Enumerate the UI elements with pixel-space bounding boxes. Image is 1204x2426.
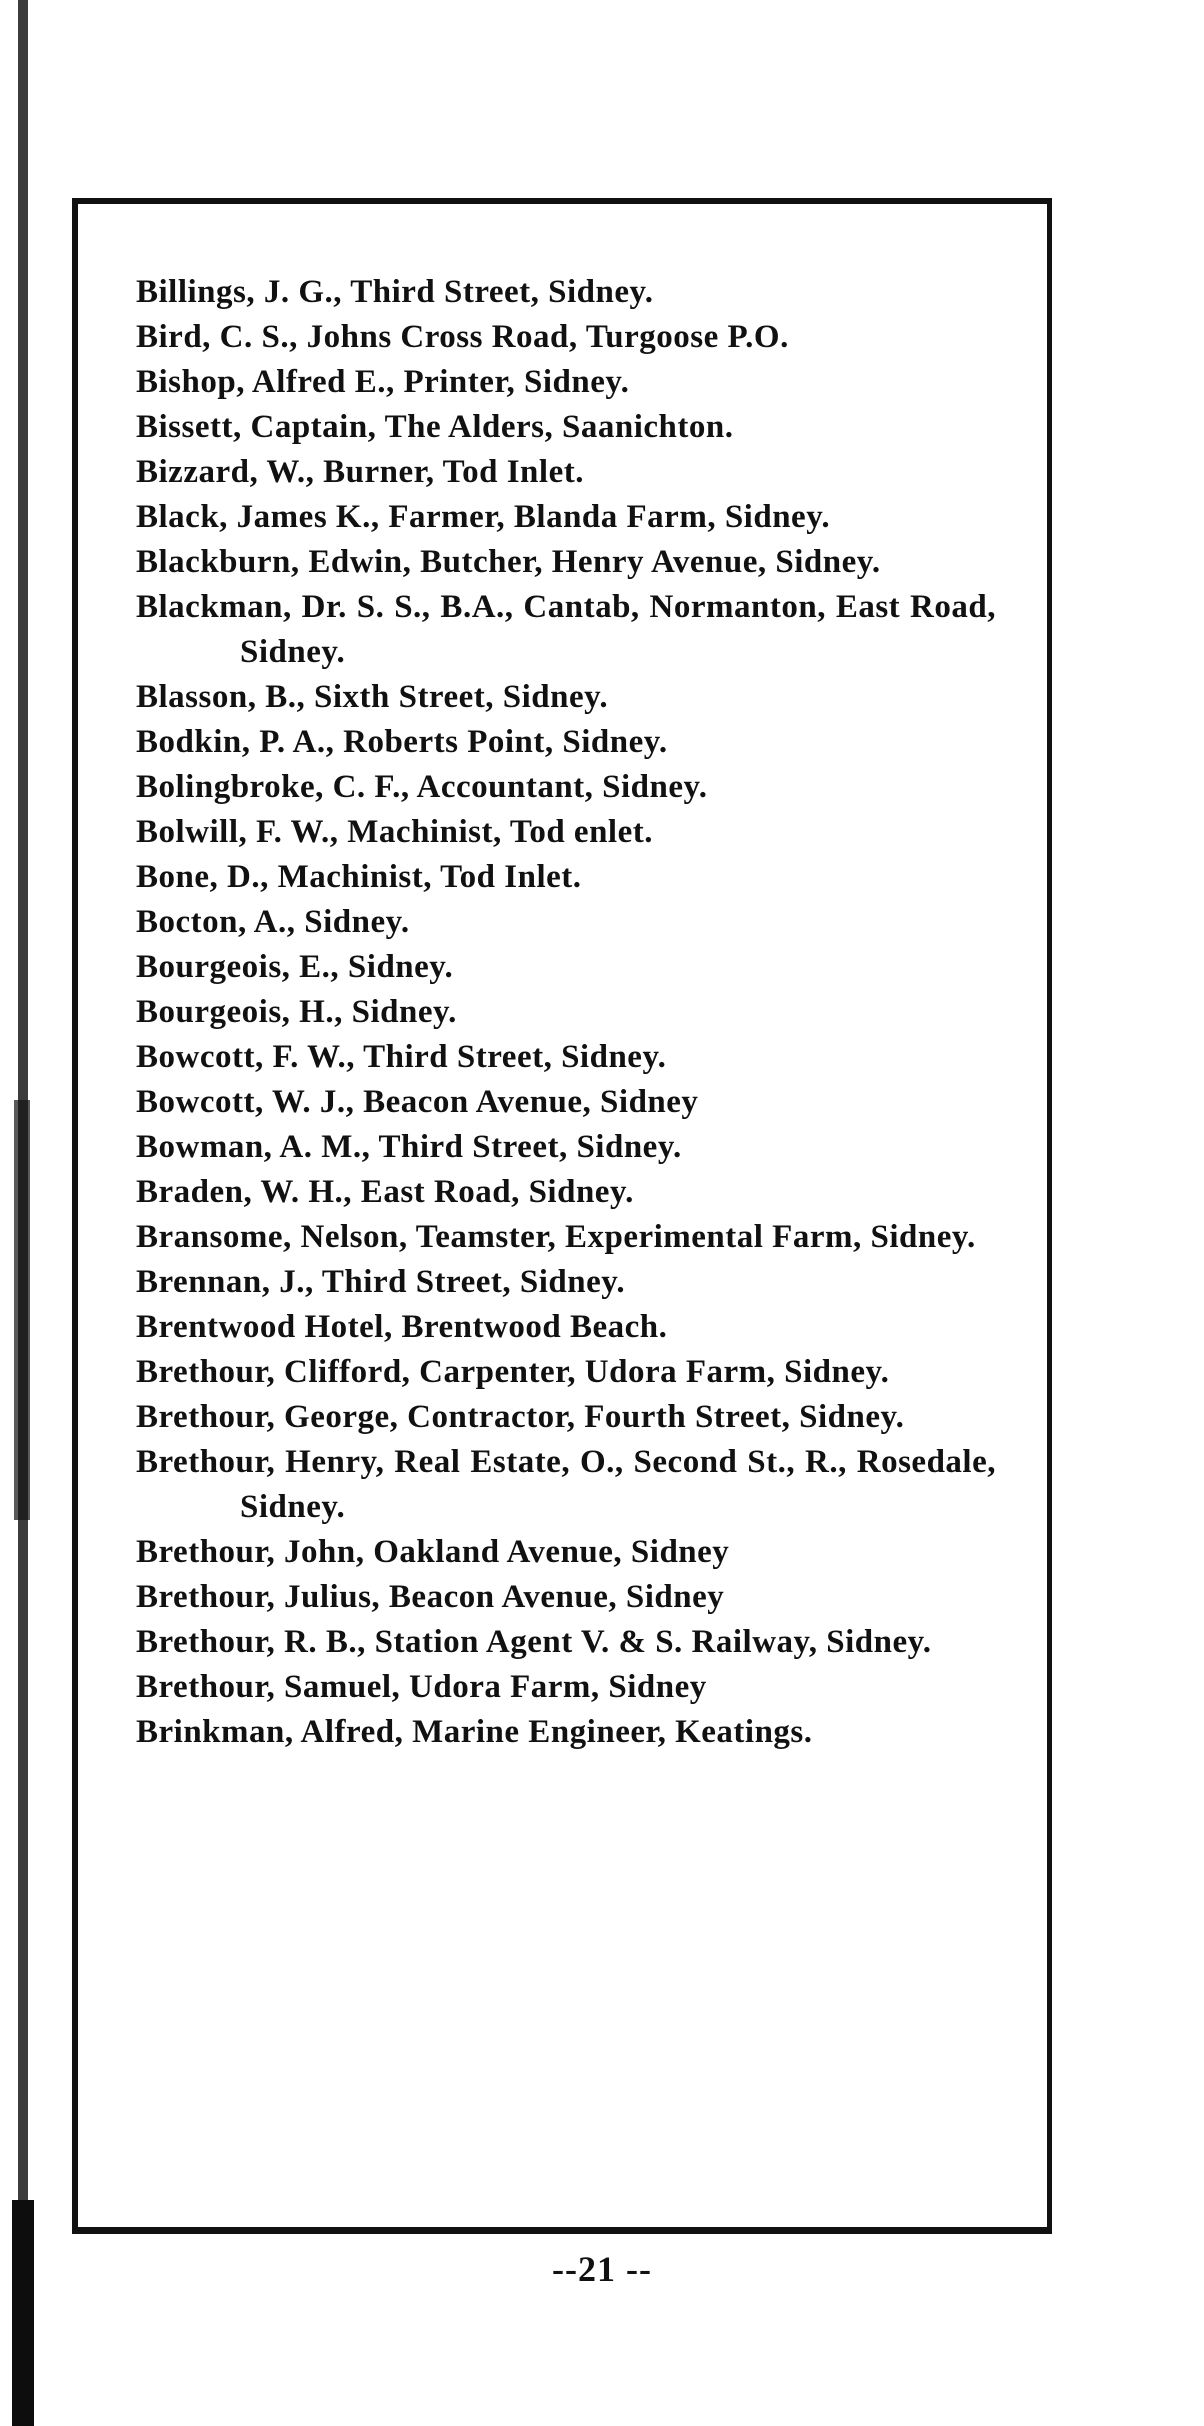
directory-entry: Bowcott, W. J., Beacon Avenue, Sidney: [136, 1084, 699, 1120]
directory-list: [136, 270, 996, 1755]
directory-entry: Brethour, Henry, Real Estate, O., Second St., R., Rosedale, Sidney.: [136, 1444, 996, 1525]
directory-entry: Brethour, Samuel, Udora Farm, Sidney: [136, 1669, 707, 1705]
binding-edge-shadow: [12, 2200, 34, 2426]
directory-entry: Bocton, A., Sidney.: [136, 904, 410, 940]
directory-entry: Bolwill, F. W., Machinist, Tod enlet.: [136, 814, 653, 850]
directory-entry: Bourgeois, H., Sidney.: [136, 994, 457, 1030]
binding-edge: [12, 0, 32, 2426]
directory-entry: Billings, J. G., Third Street, Sidney.: [136, 274, 654, 310]
directory-entry: Bone, D., Machinist, Tod Inlet.: [136, 859, 582, 895]
directory-entry: Bowman, A. M., Third Street, Sidney.: [136, 1129, 682, 1165]
directory-entry: Bissett, Captain, The Alders, Saanichton.: [136, 409, 734, 445]
directory-entry: Brinkman, Alfred, Marine Engineer, Keatings.: [136, 1714, 813, 1750]
directory-entry: Brentwood Hotel, Brentwood Beach.: [136, 1309, 668, 1345]
directory-entry: Bishop, Alfred E., Printer, Sidney.: [136, 364, 630, 400]
directory-entry: Bizzard, W., Burner, Tod Inlet.: [136, 454, 584, 490]
directory-entry: Braden, W. H., East Road, Sidney.: [136, 1174, 634, 1210]
directory-entry: Bolingbroke, C. F., Accountant, Sidney.: [136, 769, 708, 805]
directory-entry: Bodkin, P. A., Roberts Point, Sidney.: [136, 724, 668, 760]
directory-entry: Brethour, Clifford, Carpenter, Udora Farm, Sidney.: [136, 1354, 890, 1390]
directory-entry: Bransome, Nelson, Teamster, Experimental Farm, Sidney.: [136, 1219, 976, 1255]
directory-entry: Blackburn, Edwin, Butcher, Henry Avenue, Sidney.: [136, 544, 881, 580]
directory-entry: Blasson, B., Sixth Street, Sidney.: [136, 679, 609, 715]
directory-entry: Blackman, Dr. S. S., B.A., Cantab, Normanton, East Road, Sidney.: [136, 589, 996, 670]
page-number: --21 --: [552, 2249, 652, 2289]
binding-edge-shadow: [14, 1100, 30, 1520]
directory-entry: Brethour, George, Contractor, Fourth Street, Sidney.: [136, 1399, 905, 1435]
directory-entry: Brethour, John, Oakland Avenue, Sidney: [136, 1534, 730, 1570]
directory-entry: Bourgeois, E., Sidney.: [136, 949, 454, 985]
directory-entry: Brennan, J., Third Street, Sidney.: [136, 1264, 626, 1300]
directory-entry: Black, James K., Farmer, Blanda Farm, Sidney.: [136, 499, 831, 535]
directory-entry: Bowcott, F. W., Third Street, Sidney.: [136, 1039, 667, 1075]
directory-entry: Bird, C. S., Johns Cross Road, Turgoose P.O.: [136, 319, 789, 355]
directory-entry: Brethour, R. B., Station Agent V. & S. Railway, Sidney.: [136, 1624, 932, 1660]
directory-entry: Brethour, Julius, Beacon Avenue, Sidney: [136, 1579, 725, 1615]
